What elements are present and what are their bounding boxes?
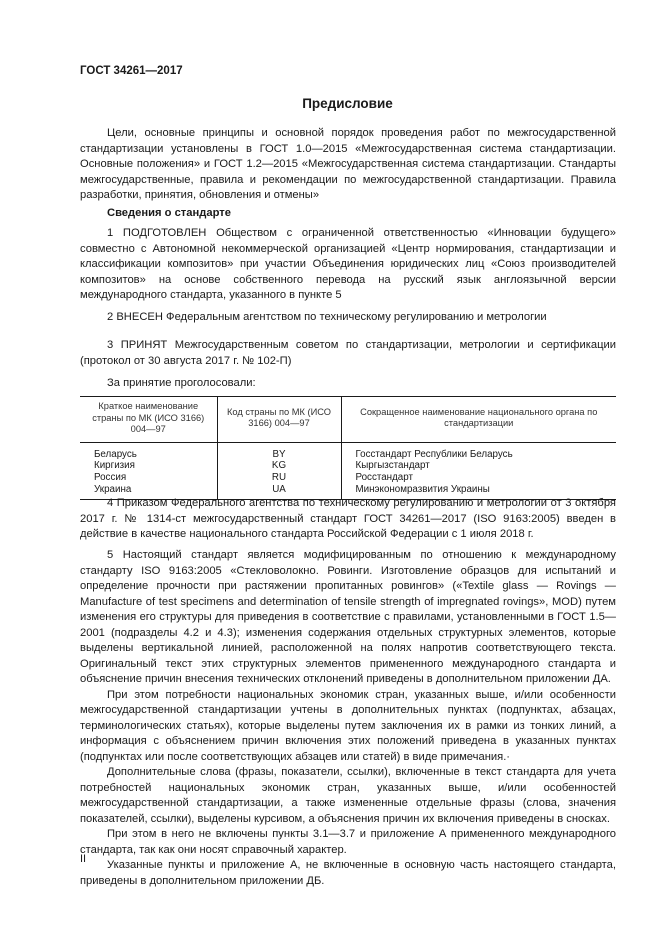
page-title: Предисловие <box>302 96 393 111</box>
item-1-paragraph: 1 ПОДГОТОВЛЕН Обществом с ограниченной ответственностью «Инновации будущего» совместно с Автономной некоммерческой организацией «Центр нормирования, стандартизации и классификации композитов» при участии Объединения юридических лиц «Союз производителей композитов» на основе собственного перевода на русский язык англоязычной версии международного стандарта, указанного в пункте 5 <box>80 227 616 301</box>
section-heading: Сведения о стандарте <box>107 207 231 219</box>
country-name-cell: Беларусь <box>80 442 217 460</box>
item2-block <box>80 310 616 326</box>
table-header-row <box>80 397 616 443</box>
country-name-cell: Россия <box>80 472 217 484</box>
table-row <box>80 472 616 484</box>
country-code-cell: RU <box>217 472 341 484</box>
table-row <box>80 460 616 472</box>
item5-block <box>80 548 616 889</box>
national-body-cell: Госстандарт Республики Беларусь <box>355 448 513 460</box>
header-country-name: Краткое наименование страны по МК (ИСО 3166) 004—97 <box>80 397 217 443</box>
country-code-cell: KG <box>217 460 341 472</box>
country-name-cell: Украина <box>80 484 217 499</box>
country-name-cell: Киргизия <box>80 460 217 472</box>
voting-table <box>80 396 616 500</box>
item-5-paragraph: 5 Настоящий стандарт является модифицированным по отношению к международному стандарту ISO 9163:2005 «Стекловолокно. Ровинги. Изготовление образцов для испытаний и определение прочности при растяжении пропитанных ровингов» («Textile glass — Rovings — Manufacture of test specimens and determination of tensile strength of impregnated rovings», MOD) путем изменения его структуры для приведения в соответствие с правилами, установленными в ГОСТ 1.5—2001 (подразделы 4.2 и 4.3); изменения содержания отдельных структурных элементов, которые выделены вертикальной линией, расположенной на полях напротив соответствующего текста. Оригинальный текст этих структурных элементов примененного международного стандарта и объяснение причин внесения технических отклонений приведены в дополнительном приложении ДА. <box>80 549 616 685</box>
header-national-body: Сокращенное наименование национального органа по стандартизации <box>341 397 616 443</box>
table-row <box>80 442 616 460</box>
national-body-cell: Минэкономразвития Украины <box>341 484 616 499</box>
header-country-code: Код страны по МК (ИСО 3166) 004—97 <box>217 397 341 443</box>
paragraph-national-needs: При этом потребности национальных экономик стран, указанных выше, и/или особенности межгосударственной стандартизации учтены в дополнительных пунктах (подпунктах, абзацах, терминологических статьях), которые выделены путем заключения их в рамки из тонких линий, а информация с объяснением причин включения этих положений приведена в указанных пунктах (подпунктах или после соответствующих абзацев или статей) в виде примечания.· <box>80 688 616 763</box>
item-4-paragraph: 4 Приказом Федерального агентства по техническому регулированию и метрологии от 3 октября 2017 г. № 1314-ст межгосударственный стандарт ГОСТ 34261—2017 (ISO 9163:2005) введен в действие в качестве национального стандарта Российской Федерации с 1 июля 2018 г. <box>80 497 616 540</box>
national-body-cell: Кыргызстандарт <box>355 460 430 472</box>
intro-block <box>80 126 616 204</box>
paragraph-excluded-items: При этом в него не включены пункты 3.1—3.7 и приложение А примененного международного стандарта, так как они носят справочный характер. <box>80 828 616 856</box>
item3-block <box>80 338 616 369</box>
page-number: II <box>80 853 87 865</box>
item-2-paragraph: 2 ВНЕСЕН Федеральным агентством по техническому регулированию и метрологии <box>107 311 547 323</box>
national-body-cell: Росстандарт <box>355 472 413 484</box>
paragraph-additional-words: Дополнительные слова (фразы, показатели, ссылки), включенные в текст стандарта для учета потребностей национальных экономик стран, указанных выше, и/или особенностей межгосударственной стандартизации, а также измененные отдельные фразы (слова, значения показателей, ссылки), выделены курсивом, а объяснения причин их включения приведены в сносках. <box>80 766 616 825</box>
country-code-cell: BY <box>217 442 341 460</box>
country-code-cell: UA <box>217 484 341 499</box>
item1-block <box>80 226 616 304</box>
paragraph-annex-db: Указанные пункты и приложение А, не включенные в основную часть настоящего стандарта, приведены в дополнительном приложении ДБ. <box>80 859 616 887</box>
item4-block <box>80 496 616 543</box>
item-3-paragraph: 3 ПРИНЯТ Межгосударственным советом по стандартизации, метрологии и сертификации (протокол от 30 августа 2017 г. № 102-П) <box>80 339 616 367</box>
votes-caption: За принятие проголосовали: <box>107 377 256 389</box>
document-code: ГОСТ 34261—2017 <box>80 65 183 77</box>
intro-paragraph: Цели, основные принципы и основной порядок проведения работ по межгосударственной стандартизации установлены в ГОСТ 1.0—2015 «Межгосударственная система стандартизации. Основные положения» и ГОСТ 1.2—2015 «Межгосударственная система стандартизации. Стандарты межгосударственные, правила и рекомендации по межгосударственной стандартизации. Правила разработки, принятия, обновления и отмены» <box>80 127 616 201</box>
